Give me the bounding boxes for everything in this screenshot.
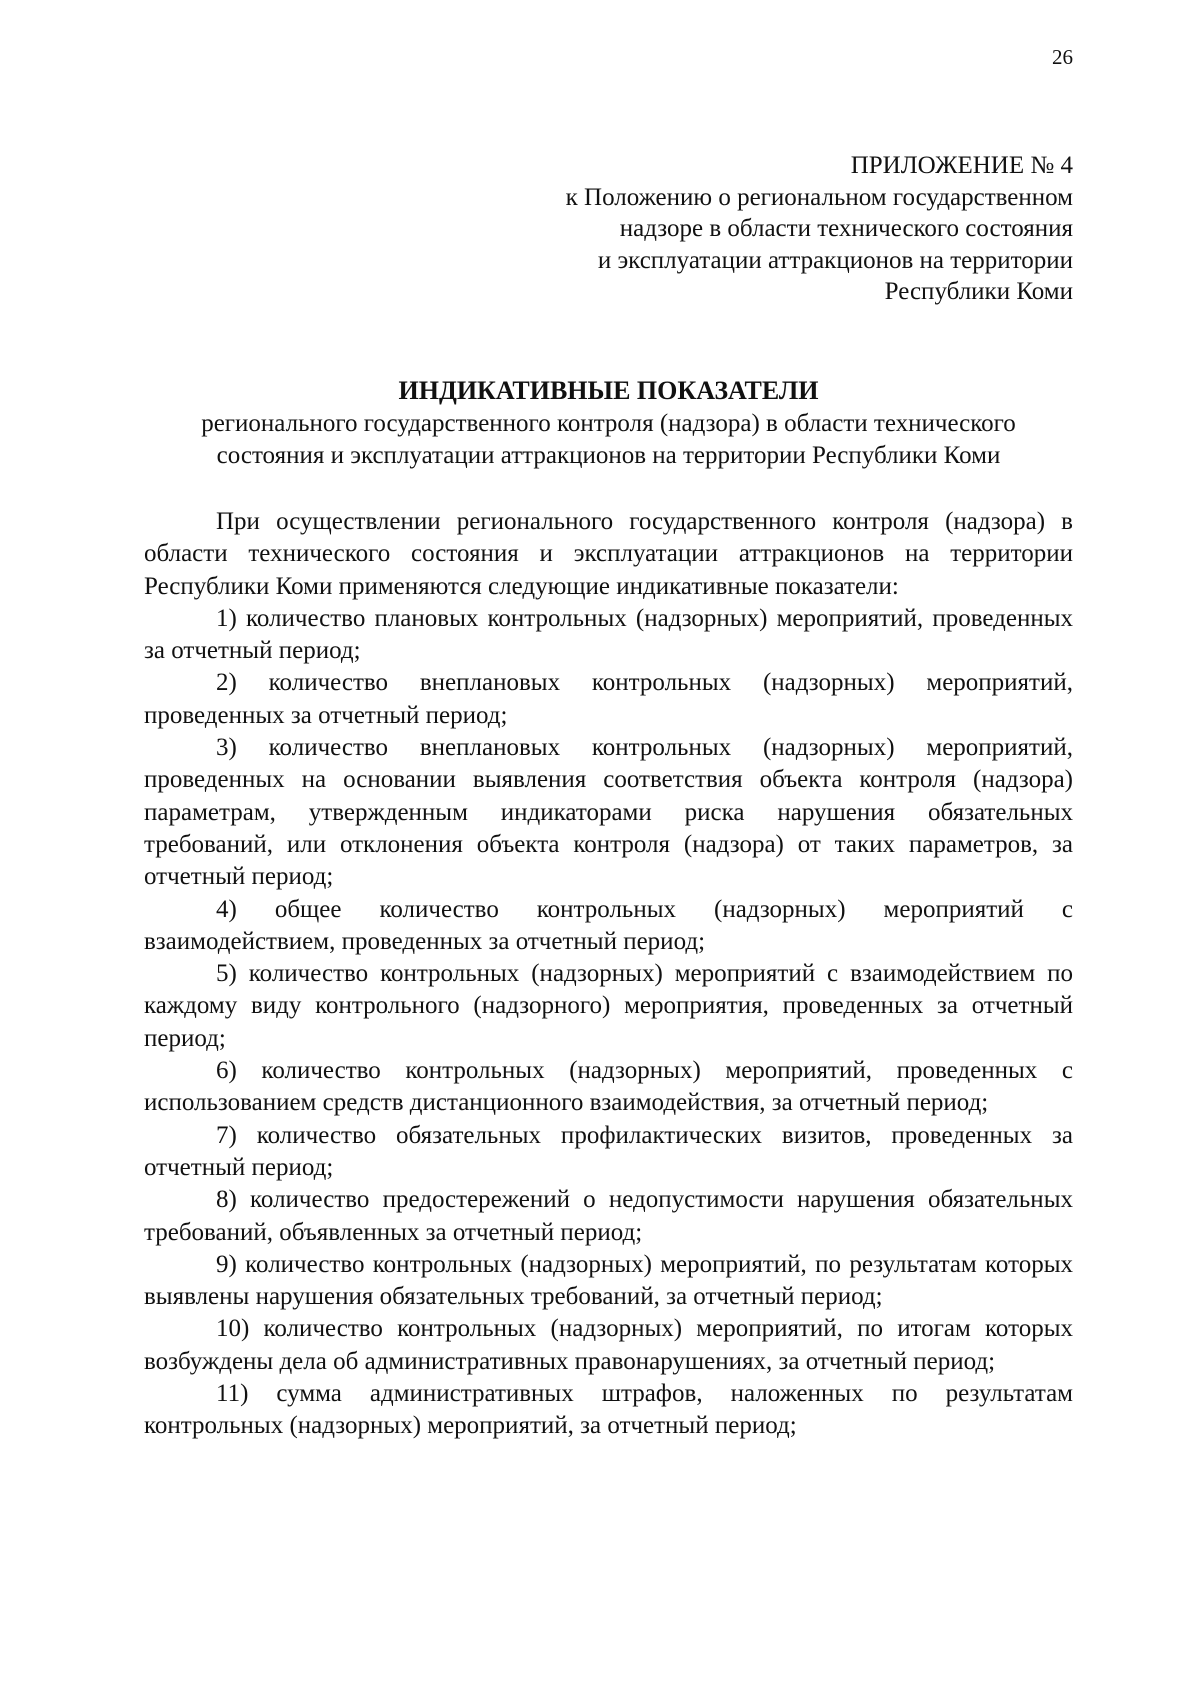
appendix-line: и эксплуатации аттракционов на территории	[597, 246, 1073, 274]
appendix-header	[430, 150, 1073, 308]
indicator-item-11: 11) сумма административных штрафов, наложенных по результатам контрольных (надзорных) мероприятий, за отчетный период;	[144, 1380, 1073, 1440]
indicator-item-2: 2) количество внеплановых контрольных (надзорных) мероприятий, проведенных за отчетный период;	[144, 669, 1073, 729]
subtitle-line: регионального государственного контроля (надзора) в области технического	[201, 410, 1016, 437]
document-title: ИНДИКАТИВНЫЕ ПОКАЗАТЕЛИ	[398, 376, 819, 405]
indicator-item-4: 4) общее количество контрольных (надзорных) мероприятий с взаимодействием, проведенных за отчетный период;	[144, 895, 1073, 955]
body-text	[144, 506, 1073, 1443]
indicator-item-8: 8) количество предостережений о недопустимости нарушения обязательных требований, объявленных за отчетный период;	[144, 1186, 1073, 1246]
indicator-item-6: 6) количество контрольных (надзорных) мероприятий, проведенных с использованием средств дистанционного взаимодействия, за отчетный период;	[144, 1057, 1073, 1117]
intro-paragraph: При осуществлении регионального государственного контроля (надзора) в области технического состояния и эксплуатации аттракционов на территории Республики Коми применяются следующие индикативные показатели:	[144, 508, 1073, 600]
appendix-line: Республики Коми	[884, 278, 1073, 305]
indicator-item-10: 10) количество контрольных (надзорных) мероприятий, по итогам которых возбуждены дела об административных правонарушениях, за отчетный период;	[144, 1315, 1073, 1375]
appendix-line: к Положению о региональном государственном	[565, 183, 1073, 211]
page-number: 26	[1052, 45, 1073, 69]
indicator-item-5: 5) количество контрольных (надзорных) мероприятий с взаимодействием по каждому виду контрольного (надзорного) мероприятия, проведенных за отчетный период;	[144, 960, 1073, 1052]
indicator-item-9: 9) количество контрольных (надзорных) мероприятий, по результатам которых выявлены нарушения обязательных требований, за отчетный период;	[144, 1250, 1073, 1311]
subtitle-line: состояния и эксплуатации аттракционов на территории Республики Коми	[216, 442, 1001, 469]
appendix-line: надзоре в области технического состояния	[619, 215, 1073, 242]
indicator-item-7: 7) количество обязательных профилактических визитов, проведенных за отчетный период;	[144, 1121, 1073, 1181]
appendix-title: ПРИЛОЖЕНИЕ № 4	[850, 152, 1073, 179]
document-title-block	[144, 374, 1073, 472]
document-subtitle	[144, 408, 1073, 472]
indicator-item-3: 3) количество внеплановых контрольных (надзорных) мероприятий, проведенных на основании выявления соответствия объекта контроля (надзора) параметрам, утвержденным индикаторами риска нарушения обязательных требований, или отклонения объекта контроля (надзора) от таких параметров, за отчетный период;	[144, 734, 1073, 891]
indicator-item-1: 1) количество плановых контрольных (надзорных) мероприятий, проведенных за отчетный период;	[144, 604, 1073, 665]
